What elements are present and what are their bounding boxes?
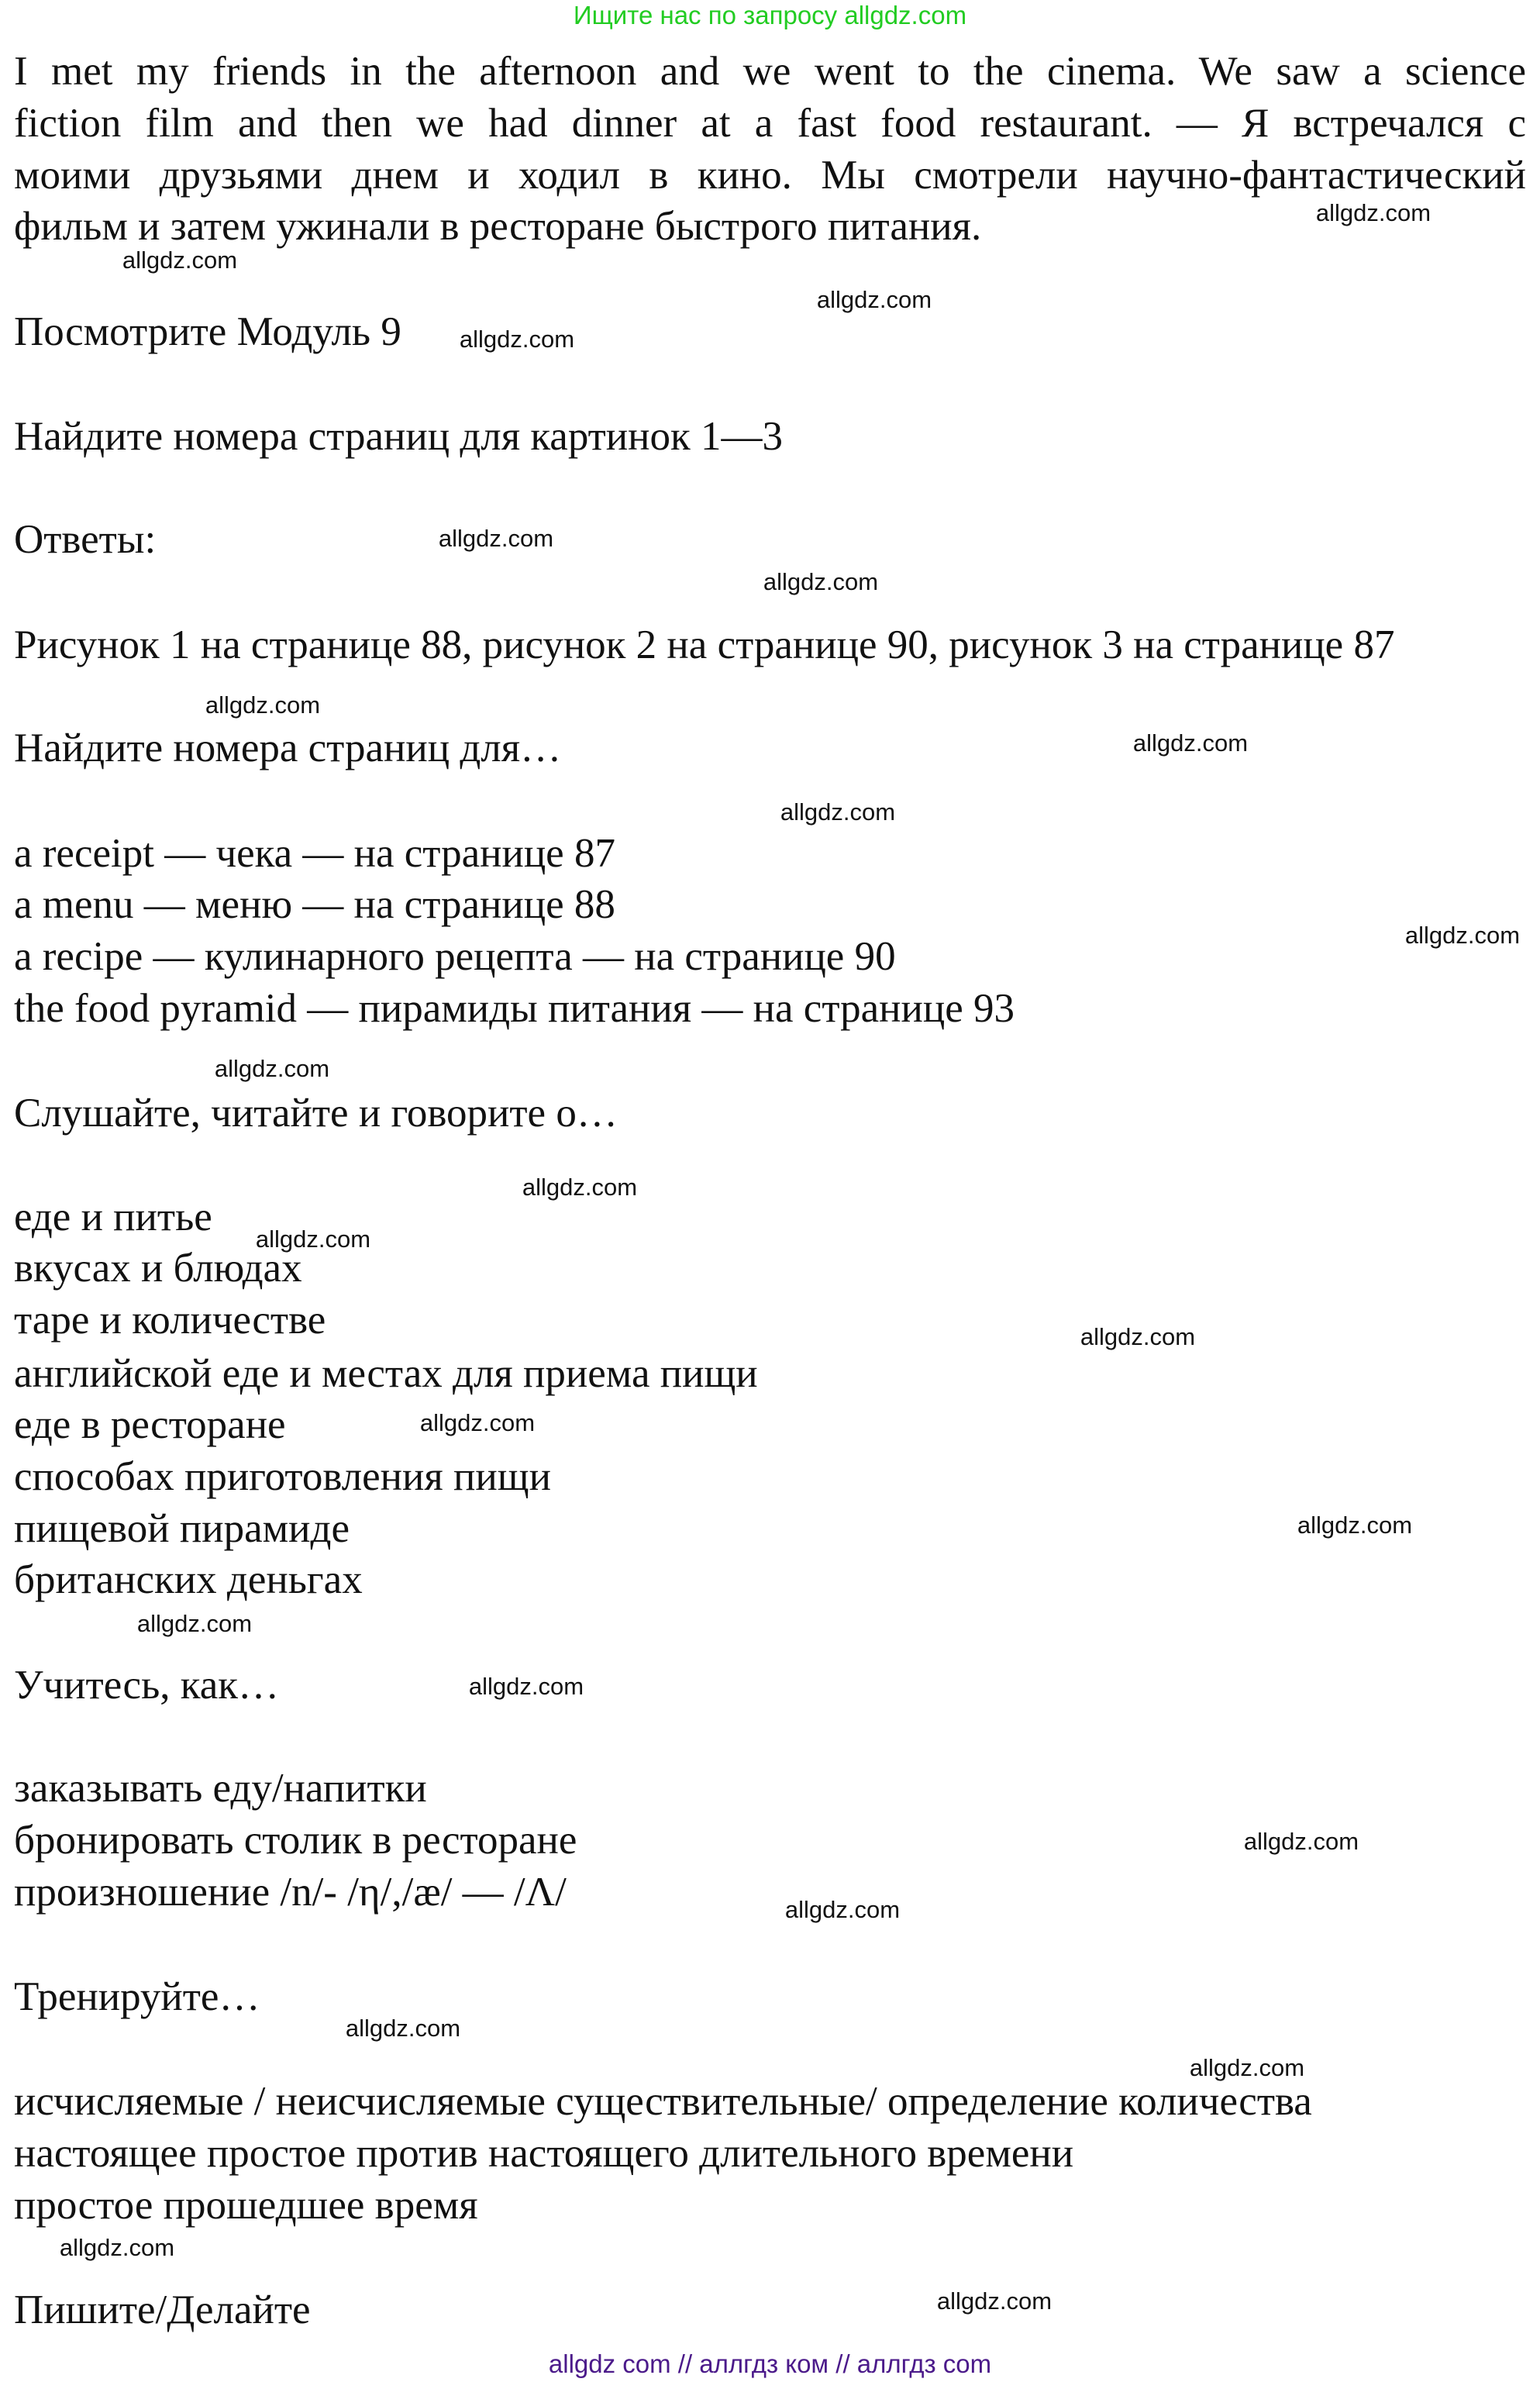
watermark: allgdz.com <box>345 2015 461 2042</box>
watermark: allgdz.com <box>1080 1323 1196 1350</box>
header-banner[interactable]: Ищите нас по запросу allgdz.com <box>573 1 967 29</box>
watermark: allgdz.com <box>1132 729 1249 757</box>
text-line: Найдите номера страниц для картинок 1—3 <box>14 414 784 459</box>
text-line: произношение /n/- /η/,/æ/ — /Λ/ <box>14 1870 567 1915</box>
text-line: еде в ресторане <box>14 1402 286 1447</box>
watermark: allgdz.com <box>205 691 321 719</box>
watermark: allgdz.com <box>214 1055 330 1082</box>
text-line: fiction film and then we had dinner at a fast food restaurant. — Я встречался с <box>14 101 1526 146</box>
footer-banner[interactable]: allgdz com // аллгдз ком // аллгдз com <box>548 2349 992 2378</box>
watermark: allgdz.com <box>459 326 575 353</box>
text-line: настоящее простое против настоящего длительного времени <box>14 2131 1074 2176</box>
watermark: allgdz.com <box>780 798 896 826</box>
text-line: таре и количестве <box>14 1298 326 1343</box>
text-line: британских деньгах <box>14 1557 363 1602</box>
text-line: заказывать еду/напитки <box>14 1766 427 1811</box>
text-line: Учитесь, как… <box>14 1663 279 1708</box>
watermark: allgdz.com <box>468 1673 584 1700</box>
text-line: фильм и затем ужинали в ресторане быстрого питания. <box>14 204 982 249</box>
watermark: allgdz.com <box>936 2287 1053 2315</box>
text-line: бронировать столик в ресторане <box>14 1818 577 1863</box>
text-line: a receipt — чека — на странице 87 <box>14 831 615 876</box>
text-line: a recipe — кулинарного рецепта — на странице 90 <box>14 934 896 979</box>
watermark: allgdz.com <box>122 246 238 274</box>
text-line: the food pyramid — пирамиды питания — на странице 93 <box>14 986 1015 1031</box>
text-line: Ответы: <box>14 517 157 562</box>
watermark: allgdz.com <box>522 1174 638 1201</box>
text-line: Найдите номера страниц для… <box>14 726 562 770</box>
text-line: английской еде и местах для приема пищи <box>14 1351 758 1396</box>
text-line: простое прошедшее время <box>14 2183 478 2228</box>
text-line: Рисунок 1 на странице 88, рисунок 2 на странице 90, рисунок 3 на странице 87 <box>14 622 1395 667</box>
text-line: моими друзьями днем и ходил в кино. Мы смотрели научно-фантастический <box>14 153 1526 198</box>
text-line: Слушайте, читайте и говорите о… <box>14 1091 618 1136</box>
watermark: allgdz.com <box>784 1896 901 1923</box>
text-line: Посмотрите Модуль 9 <box>14 309 401 354</box>
text-line: пищевой пирамиде <box>14 1506 350 1551</box>
watermark: allgdz.com <box>136 1610 253 1637</box>
text-line: способах приготовления пищи <box>14 1454 551 1499</box>
watermark: allgdz.com <box>1404 922 1521 949</box>
watermark: allgdz.com <box>1297 1512 1413 1539</box>
text-line: Тренируйте… <box>14 1974 260 2019</box>
watermark: allgdz.com <box>816 286 932 313</box>
text-line: еде и питье <box>14 1194 212 1239</box>
text-line: Пишите/Делайте <box>14 2287 311 2332</box>
text-line: a menu — меню — на странице 88 <box>14 882 615 927</box>
watermark: allgdz.com <box>763 568 879 595</box>
text-line: I met my friends in the afternoon and we went to the cinema. We saw a science <box>14 49 1526 94</box>
text-line: исчисляемые / неисчисляемые существительные/ определение количества <box>14 2079 1312 2124</box>
watermark: allgdz.com <box>1189 2054 1305 2081</box>
watermark: allgdz.com <box>438 525 554 552</box>
watermark: allgdz.com <box>59 2234 175 2261</box>
watermark: allgdz.com <box>1315 199 1431 226</box>
watermark: allgdz.com <box>1243 1828 1359 1855</box>
text-line: вкусах и блюдах <box>14 1246 302 1291</box>
watermark: allgdz.com <box>255 1225 371 1253</box>
watermark: allgdz.com <box>419 1409 536 1436</box>
